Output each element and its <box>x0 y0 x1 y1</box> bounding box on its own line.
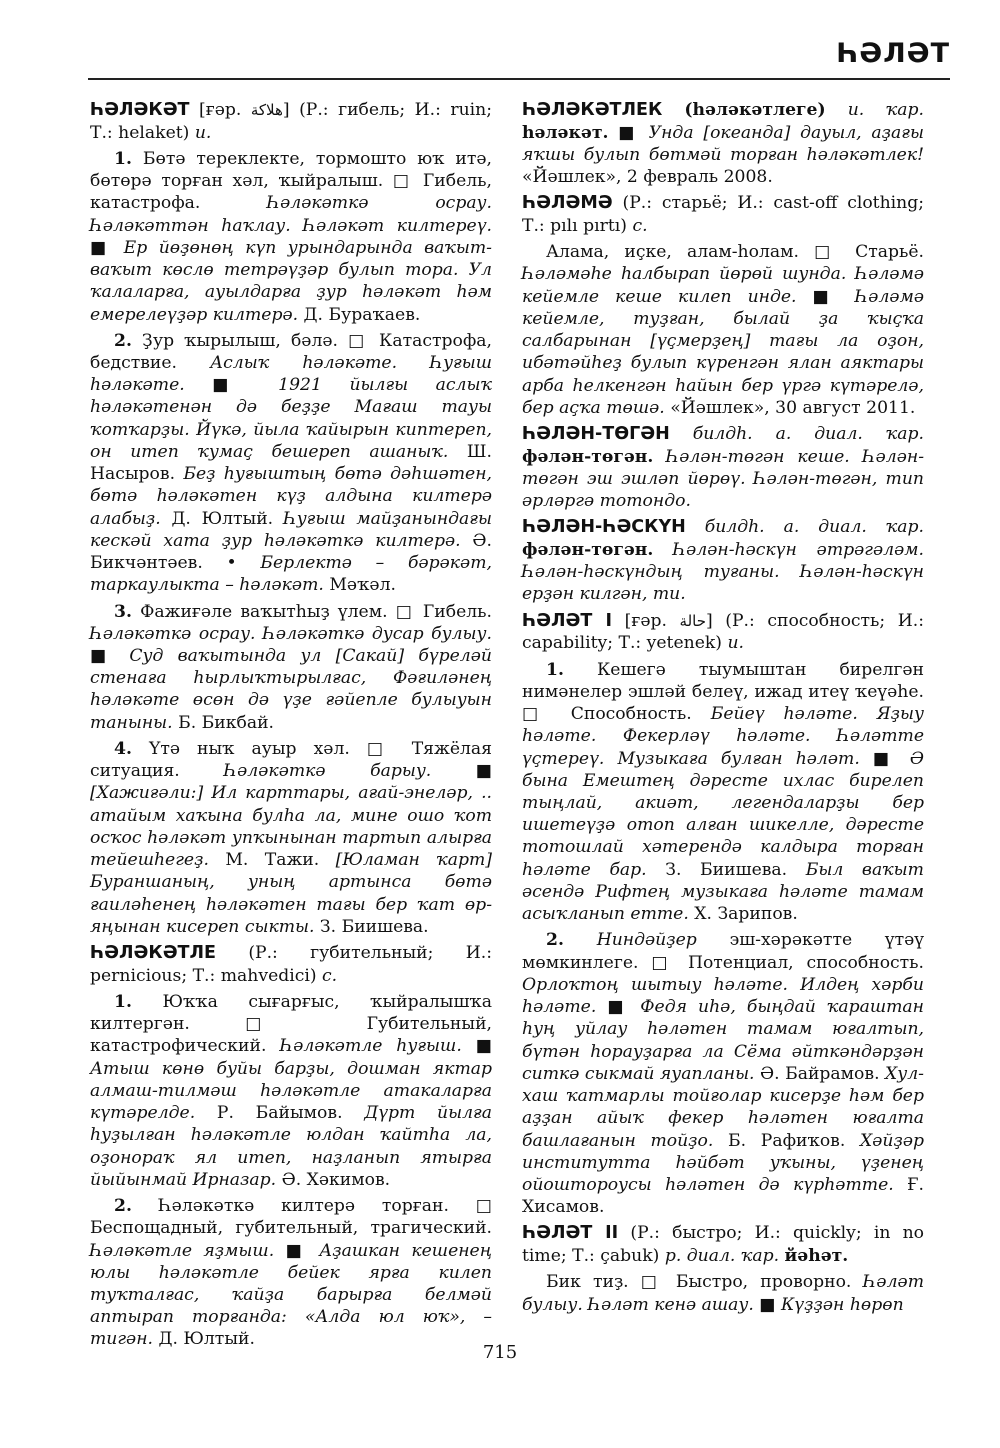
entry-text: Д. Юлтый. <box>153 1329 255 1350</box>
example-marker-icon <box>476 1036 492 1056</box>
entry-text: Бөтә тереклекте, тормошто юҡ итә, бөтөрә торған хәл, ҡыйралыш. <box>90 148 492 192</box>
entry-sense <box>90 148 492 326</box>
entry-text: Ғ. Хисамов. <box>522 1174 924 1218</box>
translation-marker-icon <box>641 1272 664 1292</box>
example-text: Һәлән-һәскүн әтрәгәләм. Һәлән-һәскүндың туғаны. Һәлән-һәскүн ерҙән килгән, ти. <box>522 540 924 605</box>
example-text: Федя иһә, быңдай ҡараштан һуң уйлау һәләтен тамам юғалтып, бүтән һорауҙарға ла Сёма әйткәндәрҙән ситкә сыкмай яуапланы. <box>522 997 924 1084</box>
example-text: Атыш көнө буйы барҙы, дошман яктар алмаш-тилмәш һәләкәтле атакаларға күтәрелде. <box>90 1058 492 1124</box>
entry-text <box>596 997 607 1017</box>
example-text: Был ваҡыт әсендә Рифтең музыкаға һәләте тамам асыҡланып етте. <box>522 859 924 925</box>
entry-text <box>564 930 597 950</box>
translation-marker-icon <box>393 171 413 191</box>
example-text: Аслыҡ һәләкәте. Һуғыш һәләкәте. <box>90 352 493 396</box>
example-text: Хәйҙәр институтта һәйбәт уҡыны, үҙенең ойоштороусы һәләтен дә күрһәтте. <box>522 1130 924 1195</box>
translation-marker-icon <box>651 953 675 973</box>
entry-text: Үтә ныҡ ауыр хәл. <box>131 738 367 759</box>
example-marker-icon <box>90 646 115 666</box>
entry-text: Беспощадный, губительный, трагический. <box>90 1218 492 1239</box>
entry-text: [ғәр. <box>612 610 680 631</box>
sense-number: фәлән-төгән. <box>522 540 654 561</box>
entry-text <box>462 1036 476 1056</box>
entry-sense <box>90 330 492 597</box>
dictionary-entry <box>522 99 924 188</box>
entry-text: ] (Р.: гибель; И.: ruin; Т.: helaket) <box>90 100 492 143</box>
entry-text: Тяжёлая ситуация. <box>90 738 492 782</box>
entry-text: Ҙур ҡырылыш, бәлә. <box>131 330 349 351</box>
entry-text: (Р.: быстро; И.: quickly; in no time; Т.: çabuk) <box>522 1223 924 1267</box>
dictionary-entry <box>522 192 924 237</box>
dictionary-entry <box>522 610 924 655</box>
entry-sense <box>90 1195 492 1351</box>
example-marker-icon <box>90 238 112 258</box>
sense-number: 1. <box>546 659 564 680</box>
entry-text: Бик тиҙ. <box>546 1272 641 1293</box>
example-text: Һәләмәһе һалбырап йөрөй шунда. Һәләмә кейемле кеше килеп инде. <box>522 264 924 307</box>
entry-text: Х. Зарипов. <box>688 904 798 925</box>
entry-sense <box>90 601 492 734</box>
arabic-etymon: حالة <box>679 611 706 630</box>
sense-number: йәһәт. <box>784 1246 849 1267</box>
dictionary-entry <box>90 99 492 144</box>
example-text: Ер йөҙөнөң күп урындарында ваҡыт-ваҡыт көслө тетрәүҙәр булып тора. Ул ҡалаларға, ауылдарға ҙур һәләкәт һәм емерелеүҙәр килтерә. <box>90 237 492 325</box>
entry-text: Губительный, катастрофический. <box>90 1014 492 1057</box>
headword: ҺӘЛӘКӘТ <box>90 100 190 120</box>
translation-marker-icon <box>245 1014 311 1034</box>
entry-text: «Йәшлек», 2 февраль 2008. <box>522 167 773 188</box>
example-text: Унда [океанда] дауыл, аҙағы яҡшы булып бөтмәй торған һәләкәтлек! <box>522 122 924 165</box>
sense-number: 3. <box>114 601 132 622</box>
example-text: Хул-хаш ҡатмарлы тойғолар кисерҙе һәм бер аҙҙан айыҡ фекер һәләтен юғалта башлағанын тойҙо. <box>522 1063 924 1151</box>
example-text: Һәләкәтле һуғыш. <box>280 1036 462 1057</box>
translation-marker-icon <box>476 1196 492 1216</box>
entry-text: Быстро, проворно. <box>663 1272 864 1293</box>
header-rule <box>88 78 950 80</box>
sense-number: 1. <box>114 991 132 1012</box>
entry-text <box>653 540 673 560</box>
dictionary-entry <box>90 942 492 987</box>
sense-number: 1. <box>114 148 132 169</box>
sense-number: һәләкәт. <box>522 122 609 143</box>
entry-text: Ә. Байрамов. <box>754 1063 886 1084</box>
sense-number: 2. <box>114 330 132 351</box>
example-text: [Хажиғәли:] Ил карттары, ағай-энеләр, .. атайым хаҡына булһа ла, мине ошо ҡот осҡос һәләкәт упҡынынан тартып алырға тейешһегеҙ. <box>90 783 492 871</box>
entry-text: Алама, иҫке, алам-һолам. <box>546 242 815 263</box>
headword: ҺӘЛӘМӘ <box>522 193 613 214</box>
sense-number: 2. <box>114 1196 132 1217</box>
example-text: Орлоҡтоң шытыу һәләте. Илдең хәрби һәләте. <box>522 974 924 1018</box>
example-text: Ниндәйҙер <box>596 930 697 951</box>
entry-text <box>860 749 873 769</box>
example-text: Берлектә – бәрәкәт, таркаулыкта – һәләкәт. <box>90 553 492 596</box>
entry-text: Фажиғәле ваҡытһыҙ үлем. <box>131 601 396 622</box>
entry-text: Гибель, катастрофа. <box>90 171 492 214</box>
example-text: и. ҡар. <box>847 100 924 120</box>
left-column <box>90 97 492 1355</box>
example-text: Суд ваҡытында ул [Сакай] бүреләй стенаға һырлыҡтырылғас, Фәғиләнең һәләкәте өсөн дә үҙе ғәйепле булыуын таныны. <box>90 646 492 733</box>
example-text: и. <box>194 122 212 143</box>
right-column <box>522 97 924 1320</box>
example-marker-icon <box>607 997 629 1017</box>
entry-text: Способность. <box>551 704 711 725</box>
entry-text: Ә. Хәкимов. <box>276 1169 391 1190</box>
entry-text <box>274 1241 285 1261</box>
example-marker-icon <box>759 1295 775 1315</box>
entry-text: (Р.: старьё; И.: cast-off clothing; Т.: pılı pırtı) <box>522 193 924 236</box>
entry-sense <box>522 659 924 926</box>
entry-text: Катастрофа, бедствие. <box>90 330 492 373</box>
example-text: Аҙашкан кешенең юлы һәләкәтле бейек ярға килеп туҡталғас, ҡайҙа барырға белмәй аптырап торғанда: «Алда юл юҡ», – тигән. <box>90 1240 492 1350</box>
sense-number: 2. <box>546 930 564 951</box>
entry-text: Һәләкәткә килтерә торған. <box>131 1196 476 1217</box>
entry-text: Д. Юлтый. <box>160 508 284 529</box>
example-text: Һәләкәткә барыу. <box>224 761 432 782</box>
headword: ҺӘЛӘН-ТӨГӘН <box>522 424 670 445</box>
translation-marker-icon <box>348 331 369 351</box>
arabic-etymon: هلاكة <box>250 101 283 119</box>
entry-text: Юҡҡа сығарғыс, ҡыйралышҡа килтергән. <box>90 991 492 1035</box>
example-text: и. <box>727 633 744 654</box>
entry-text: [ғәр. <box>189 100 251 120</box>
entry-text: (Р.: губительный; И.: pernicious; Т.: mahvedici) <box>90 943 492 986</box>
example-text: Һәләкәткә осрау. Һәләкәткә дусар булыу. <box>90 623 492 644</box>
example-marker-icon <box>618 123 639 143</box>
example-text: Дүрт йылға һуҙылған һәләкәтле юлдан ҡайтһа ла, оҙонораҡ ял итеп, наҙланып ятырға йыйынмай Ирназар. <box>90 1103 492 1190</box>
sense-number: фәлән-төгән. <box>522 446 654 467</box>
example-text: [Юламан ҡарт] Бураншаның, уның артынса бөтә ғаиләһенең һәләкәтен тағы бер ҡат өр-яңынан кисереп сыкты. <box>90 850 492 937</box>
entry-text: Мәҡәл. <box>323 575 396 596</box>
sense-number: (һәләкәтлеге) <box>662 100 848 120</box>
example-marker-icon <box>476 761 492 781</box>
entry-text <box>653 447 666 467</box>
entry-text: ] (Р.: способность; И.: capability; Т.: yetenek) <box>522 610 925 654</box>
entry-text: Потенциал, способность. <box>675 952 924 973</box>
example-text: с. <box>322 965 338 986</box>
entry-text <box>185 375 213 395</box>
entry-text: Старьё. <box>839 242 924 263</box>
entry-text: Д. Бураҡаев. <box>298 304 421 325</box>
entry-text <box>608 123 618 143</box>
translation-marker-icon <box>814 242 840 262</box>
headword: ҺӘЛӘКӘТЛЕ <box>90 943 216 964</box>
dictionary-entry <box>522 423 924 512</box>
example-text: Һәлән-төгән кеше. Һәлән-төгән эш эшләп йөрөү. Һәлән-төгән, тип әрләргә тотондо. <box>522 446 924 512</box>
headword: ҺӘЛӘТ II <box>522 1223 619 1244</box>
entry-text: З. Биишева. <box>646 859 806 880</box>
entry-sense <box>522 1271 924 1315</box>
dictionary-entry <box>522 1222 924 1267</box>
example-marker-icon <box>286 1241 308 1261</box>
headword: ҺӘЛӘН-ҺӘСКҮН <box>522 517 686 538</box>
dictionary-entry <box>522 516 924 605</box>
entry-sense <box>90 991 492 1191</box>
entry-text: Кешегә тыумыштан бирелгән нимәнелер эшләй белеү, ижад итеү ҡеүәһе. <box>522 659 924 702</box>
entry-sense <box>522 241 924 419</box>
example-marker-icon <box>873 749 897 769</box>
entry-text: Б. Рафиҡов. <box>713 1130 860 1151</box>
example-text: с. <box>632 215 648 236</box>
entry-text <box>431 761 476 781</box>
example-text: Һәләкәткә осрау. Һәләкәттән һаҡлау. Һәләкәт килтереү. <box>90 193 492 236</box>
translation-marker-icon <box>367 739 395 759</box>
translation-marker-icon <box>396 602 415 622</box>
entry-text: З. Биишева. <box>314 916 429 937</box>
translation-marker-icon <box>522 704 552 724</box>
example-text: Һәләкәтле яҙмыш. <box>90 1240 275 1261</box>
entry-text <box>797 287 813 307</box>
example-text: Һәләмә кейемле, туҙған, былай ҙа ҡыҫҡа салбарынан [үҫмерҙең] тағы ла оҙон, ибәтәйһеҙ булып күренгән ялан аяктары арба һелкенгән һайын бер үргә күтәрелә, бер аҫҡа төшә. <box>522 286 924 418</box>
entry-sense <box>90 738 492 938</box>
entry-text: Гибель. <box>414 601 492 622</box>
example-text: билдһ. а. диал. ҡар. <box>669 424 924 445</box>
example-text: р. диал. ҡар. <box>664 1246 780 1267</box>
sense-number: 4. <box>114 738 132 759</box>
headword: ҺӘЛӘТ I <box>522 610 613 631</box>
example-text: 1921 йылғы аслыҡ һәләкәтенән дә беҙҙе Мағаш тауы ҡотҡарҙы. Йүкә, йыла ҡайырын киптереп, он итеп ҡумаҫ бешереп ашаныҡ. <box>90 375 492 462</box>
example-marker-icon <box>212 375 250 395</box>
example-text: Ә бына Емештең дәресте ихлас бирелеп тыңлай, акиәт, легендаларҙы бер ишетеүҙә отоп алған шикелле, дәресте тотошлай хәтерендә калдыра торған һәләте бар. <box>522 748 924 880</box>
page-number: 715 <box>482 1342 518 1363</box>
running-head: ҺӘЛӘТ <box>836 38 950 69</box>
example-text: Һәләт булыу. Һәләт кенә ашау. <box>522 1272 924 1315</box>
example-text: билдһ. а. диал. ҡар. <box>685 517 924 538</box>
entry-text: «Йәшлек», 30 август 2011. <box>664 397 916 418</box>
example-marker-icon <box>813 287 840 307</box>
example-text: Беҙ һуғыштың бөтә дәһшәтен, бөтә һәләкәтен күҙ алдына килтерә алабыҙ. <box>90 464 492 529</box>
headword: ҺӘЛӘКӘТЛЕК <box>522 100 663 120</box>
entry-text: эш-хәрәкәтте үтәү мөмкинлеге. <box>522 930 924 973</box>
entry-text: Ә. Бикчәнтәев. • <box>90 530 492 574</box>
entry-text: М. Тажи. <box>208 850 336 871</box>
example-text: Бейеү һәләте. Яҙыу һәләте. Фекерләү һәләте. Һәләтте үҫтереү. Музыкаға булған һәләт. <box>522 704 925 769</box>
entry-text: Б. Бикбай. <box>172 712 275 733</box>
entry-text: Р. Байымов. <box>195 1103 365 1124</box>
entry-sense <box>522 929 924 1218</box>
example-text: Һуғыш майҙанындағы кескәй хата ҙур һәләкәткә килтерә. <box>90 508 492 551</box>
example-text: Күҙҙән һөрөп <box>775 1294 904 1315</box>
entry-text: Ш. Насыров. <box>90 441 492 485</box>
